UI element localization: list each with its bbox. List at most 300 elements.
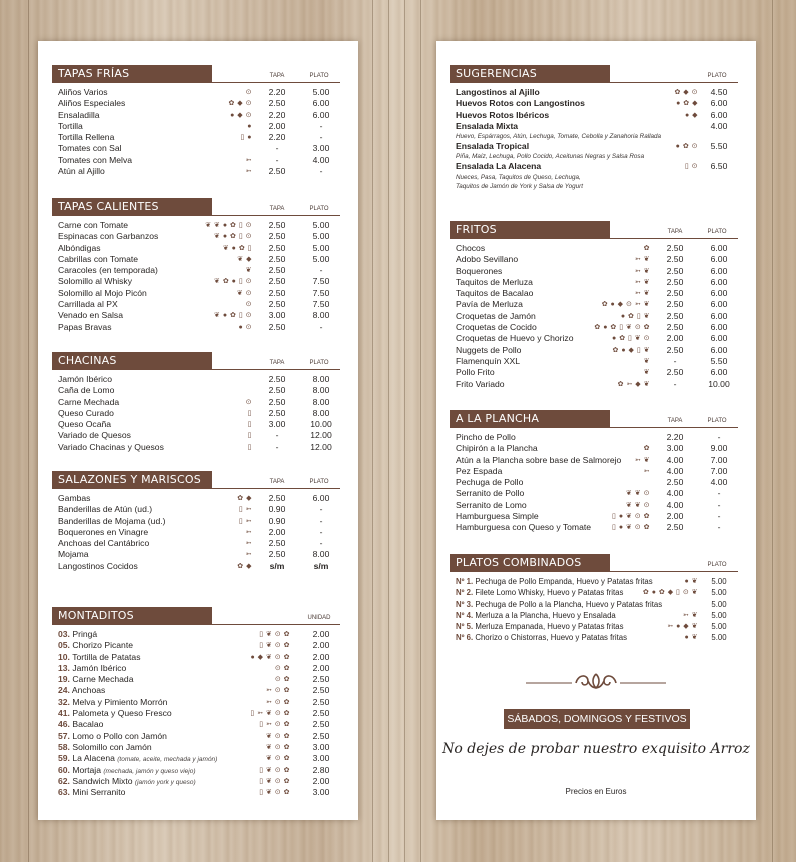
item-name: Pez Espada [456, 465, 503, 476]
item-price-plato: 7.00 [710, 454, 728, 465]
item-price-tapa: 2.50 [666, 310, 684, 321]
item-price-plato: - [319, 120, 323, 131]
menu-item [448, 576, 738, 587]
item-name [456, 599, 662, 610]
item-price-plato: 6.00 [710, 288, 728, 299]
item-label: Pechuga de Pollo Empanda, Huevo y Patatas fritas [475, 577, 653, 586]
allergen-icons: ❦ ⊙ ✿ [266, 755, 290, 763]
allergen-icons: ▯ ❦ ⊙ ✿ [259, 766, 290, 774]
item-name: Pincho de Pollo [456, 432, 516, 442]
item-name: Atún a la Plancha sobre base de Salmorejo [456, 454, 622, 465]
item-price-tapa: 2.50 [268, 321, 286, 332]
menu-item [448, 455, 738, 466]
item-name: Carne Mechada [58, 396, 120, 407]
item-price-tapa: 2.50 [268, 287, 286, 298]
allergen-icons: ▯ [247, 409, 252, 417]
item-price-tapa: - [673, 355, 677, 366]
item-name [58, 652, 141, 663]
menu-item [448, 87, 738, 98]
item-name: Croquetas de Jamón [456, 310, 536, 321]
allergen-icons: ● ❦ [684, 634, 698, 642]
item-price-plato: 5.00 [711, 633, 727, 643]
menu-item [50, 753, 340, 764]
prices-note: Precios en Euros [565, 787, 627, 796]
menu-item [50, 708, 340, 719]
menu-item [50, 742, 340, 753]
allergen-icons: ➳ [245, 168, 252, 176]
menu-item [50, 243, 340, 254]
allergen-icons: ⊙ [245, 301, 252, 309]
item-price-plato: 8.00 [312, 310, 330, 321]
item-name [58, 685, 105, 696]
menu-item [448, 599, 738, 610]
item-price-tapa: 2.50 [268, 276, 286, 287]
item-name: Taquitos de Bacalao [456, 288, 534, 299]
item-price-plato: 3.00 [312, 143, 330, 154]
item-description: Piña, Maíz, Lechuga, Pollo Cocido, Aceitunas Negras y Salsa Rosa [456, 153, 645, 161]
menu-item [50, 288, 340, 299]
menu-item [50, 110, 340, 121]
menu-item [448, 254, 738, 265]
item-price-plato: - [717, 432, 721, 442]
section-underline [52, 624, 340, 625]
menu-item [448, 121, 738, 132]
item-price-plato: s/m [313, 560, 329, 571]
item-price-tapa: 4.00 [666, 499, 684, 510]
column-header-tapa: TAPA [667, 229, 683, 235]
section-underline [52, 215, 340, 216]
item-name: Boquerones en Vinagre [58, 526, 149, 537]
menu-item [50, 719, 340, 730]
allergen-icons: ❦ ⊙ [236, 289, 252, 297]
menu-item [448, 345, 738, 356]
section-montaditos [50, 607, 340, 798]
allergen-icons: ❦ ● ✿ ▯ [222, 244, 252, 252]
item-name: Carne con Tomate [58, 220, 129, 230]
menu-item [50, 132, 340, 143]
menu-item [448, 522, 738, 533]
item-name: Ensalada La Alacena [456, 161, 542, 172]
item-number: Nº 3. [456, 599, 474, 609]
item-price-plato: 6.00 [710, 109, 728, 120]
item-number: 19. [58, 674, 70, 685]
item-price-tapa: 2.20 [268, 87, 286, 97]
menu-item [448, 141, 738, 152]
rice-promo-text: No dejes de probar nuestro exquisito Arroz [442, 741, 750, 757]
item-price-tapa: 2.50 [666, 477, 684, 488]
item-price-tapa: 2.50 [268, 493, 286, 503]
item-name [58, 731, 167, 742]
section-underline [52, 488, 340, 489]
item-price-tapa: 3.00 [666, 443, 684, 454]
section-underline [450, 427, 738, 428]
menu-item [448, 288, 738, 299]
allergen-icons: ▯ ➳ [238, 517, 252, 525]
menu-item [448, 110, 738, 121]
item-label: Merluza Empanada, Huevo y Patatas fritas [475, 622, 624, 632]
allergen-icons: ▯ [247, 432, 252, 440]
item-price-unidad: 2.00 [312, 640, 330, 651]
menu-item [50, 442, 340, 453]
allergen-icons: ➳ [245, 540, 252, 548]
item-name: Caña de Lomo [58, 385, 115, 396]
item-name: Solomillo al Mojo Picón [58, 287, 147, 298]
allergen-icons: ❦ ❦ ⊙ [626, 490, 650, 498]
item-name: Pechuga de Pollo [456, 477, 524, 488]
item-price-plato: 6.00 [312, 98, 330, 109]
item-price-plato: 6.00 [710, 243, 728, 253]
item-label: Solomillo con Jamón [72, 741, 152, 752]
allergen-icons: ✿ ◆ ⊙ [228, 100, 252, 108]
item-label: Bacalao [72, 719, 104, 730]
item-price-tapa: - [275, 441, 279, 452]
item-price-tapa: 2.50 [268, 407, 286, 418]
item-number: 57. [58, 730, 70, 741]
item-price-plato: 5.50 [710, 141, 728, 152]
column-header-tapa: TAPA [269, 360, 285, 366]
menu-item [50, 504, 340, 515]
menu-item [50, 276, 340, 287]
item-number: 03. [58, 629, 70, 639]
menu-item [50, 299, 340, 310]
menu-item [50, 397, 340, 408]
item-price-plato: - [717, 511, 721, 522]
menu-item [50, 561, 340, 572]
item-price-plato: 7.00 [710, 465, 728, 476]
item-name: Banderillas de Atún (ud.) [58, 504, 153, 515]
menu-item [448, 356, 738, 367]
item-price-plato: 12.00 [310, 441, 332, 452]
menu-item [50, 385, 340, 396]
menu-item [448, 98, 738, 109]
item-label: Tortilla de Patatas [72, 651, 141, 662]
item-name: Cabrillas con Tomate [58, 253, 139, 264]
item-label: Anchoas [71, 685, 106, 696]
item-name: Langostinos al Ajillo [456, 87, 540, 97]
menu-item [448, 161, 738, 172]
item-name: Hamburguesa con Queso y Tomate [456, 522, 592, 533]
item-label: Chorizo Picante [72, 640, 134, 651]
allergen-icons: ❦ ● ✿ ▯ ⊙ [214, 312, 252, 320]
item-name: Tortilla Rellena [58, 132, 115, 143]
item-price-unidad: 2.50 [312, 730, 330, 741]
section-header [50, 198, 340, 216]
item-price-plato: - [717, 522, 721, 533]
item-price-plato: 4.50 [710, 87, 728, 97]
item-price-tapa: 2.50 [666, 299, 684, 310]
item-name: Tortilla [58, 120, 83, 131]
menu-item [50, 231, 340, 242]
item-label: Jamón Ibérico [72, 662, 127, 673]
item-label: Mini Serranito [72, 787, 126, 798]
section-fritos [448, 221, 738, 390]
menu-item [448, 379, 738, 390]
item-price-plato: 10.00 [310, 419, 332, 430]
allergen-icons: ➳ ❦ [634, 267, 650, 275]
item-name: Croquetas de Huevo y Chorizo [456, 333, 574, 344]
allergen-icons: ✿ [643, 245, 650, 252]
item-name [58, 674, 134, 685]
menu-item [50, 98, 340, 109]
item-price-tapa: 2.20 [666, 432, 684, 442]
allergen-icons: ▯ ➳ ❦ ⊙ ✿ [250, 710, 290, 718]
item-name: Queso Ocaña [58, 419, 112, 430]
special-days-banner: SÁBADOS, DOMINGOS Y FESTIVOS [504, 709, 690, 729]
item-name: Banderillas de Mojama (ud.) [58, 515, 166, 526]
item-price-plato: - [319, 166, 323, 177]
allergen-icons: ● ❦ [684, 578, 698, 585]
section-header [448, 410, 738, 428]
column-header-plato: PLATO [707, 73, 727, 79]
item-list [50, 220, 340, 333]
item-price-unidad: 2.80 [312, 764, 330, 775]
allergen-icons: ⊙ ✿ [274, 664, 290, 672]
item-name: Ensalada Mixta [456, 120, 519, 131]
section-title: PLATOS COMBINADOS [450, 554, 610, 572]
item-price-tapa: 2.50 [268, 265, 286, 276]
allergen-icons: ✿ ◆ [237, 495, 252, 502]
item-price-plato: 6.00 [710, 299, 728, 310]
section-header [448, 221, 738, 239]
item-price-unidad: 2.50 [312, 719, 330, 730]
item-price-tapa: 3.00 [268, 310, 286, 321]
column-header-plato: PLATO [707, 562, 727, 568]
section-header [448, 65, 738, 83]
item-name: Caracoles (en temporada) [58, 265, 158, 276]
allergen-icons: ⊙ ✿ [274, 676, 290, 684]
item-price-plato: 5.00 [711, 588, 727, 598]
item-name: Venado en Salsa [58, 310, 123, 321]
menu-item [50, 787, 340, 798]
item-price-plato: 8.00 [312, 396, 330, 407]
item-price-plato: 5.00 [711, 610, 727, 620]
item-price-plato: 6.00 [710, 322, 728, 333]
menu-item [448, 367, 738, 378]
menu-item [50, 322, 340, 333]
item-name: Serranito de Pollo [456, 488, 525, 499]
item-name: Mojama [58, 549, 89, 560]
item-number: Nº 1. [456, 577, 474, 586]
item-price-tapa: 0.90 [268, 504, 286, 515]
item-price-plato: 4.00 [710, 120, 728, 131]
item-price-tapa: s/m [269, 560, 285, 571]
menu-item [50, 776, 340, 787]
allergen-icons: ● ✿ ▯ ❦ [620, 312, 650, 320]
item-label: Pechuga de Pollo a la Plancha, Huevo y Patatas fritas [475, 599, 663, 609]
menu-item [50, 121, 340, 132]
item-number: 46. [58, 719, 70, 730]
menu-item [448, 466, 738, 477]
allergen-icons: ➳ [245, 528, 252, 536]
allergen-icons: ❦ [245, 267, 252, 275]
item-list [448, 87, 738, 191]
menu-item [50, 493, 340, 504]
item-price-plato: 5.00 [312, 253, 330, 264]
section-chacinas [50, 352, 340, 453]
menu-item [448, 500, 738, 511]
item-price-plato: - [319, 526, 323, 537]
item-price-tapa: 2.50 [666, 288, 684, 299]
item-label: Chorizo o Chistorras, Huevo y Patatas fritas [475, 633, 627, 643]
item-list [50, 374, 340, 453]
allergen-icons: ● ◆ ⊙ [230, 111, 252, 119]
item-label: Sandwich Mixto [72, 775, 133, 786]
item-label: Filete Lomo Whisky, Huevo y Patatas fritas [475, 588, 624, 598]
section-header [448, 554, 738, 572]
allergen-icons: ✿ [643, 445, 650, 453]
allergen-icons: ➳ ❦ [634, 290, 650, 298]
allergen-icons: ➳ [245, 551, 252, 559]
item-name: Queso Curado [58, 407, 114, 418]
allergen-icons: ● ✿ ◆ [676, 100, 698, 108]
allergen-icons: ❦ ● ✿ ▯ ⊙ [214, 233, 252, 241]
item-name: Boquerones [456, 265, 503, 276]
item-price-tapa: - [275, 430, 279, 441]
menu-item [50, 685, 340, 696]
item-name [456, 610, 616, 621]
item-name: Ensalada Tropical [456, 141, 530, 152]
item-price-unidad: 3.00 [312, 741, 330, 752]
item-price-plato: 5.00 [312, 220, 330, 230]
item-name: Langostinos Cocidos [58, 560, 138, 571]
item-label: Carne Mechada [72, 674, 134, 685]
allergen-icons: ✿ ● ◆ ▯ ❦ [612, 346, 650, 354]
section-title: MONTADITOS [52, 607, 212, 625]
item-number: Nº 6. [456, 633, 474, 643]
item-name: Taquitos de Merluza [456, 276, 533, 287]
item-list [448, 243, 738, 390]
menu-item [50, 549, 340, 560]
item-name: Croquetas de Cocido [456, 322, 537, 333]
item-price-plato: 4.00 [312, 154, 330, 165]
section-title: SUGERENCIAS [450, 65, 610, 83]
item-number: 60. [58, 764, 70, 775]
item-price-tapa: 2.50 [268, 253, 286, 264]
allergen-icons: ▯ ● ❦ ⊙ ✿ [612, 513, 650, 521]
menu-item [448, 333, 738, 344]
item-price-unidad: 2.50 [312, 696, 330, 707]
allergen-icons: ▯ ❦ ⊙ ✿ [259, 642, 290, 650]
menu-item [50, 663, 340, 674]
allergen-icons: ▯ ➳ [238, 506, 252, 514]
section-platos-combinados [448, 554, 738, 644]
allergen-icons: ➳ ● ◆ ❦ [667, 623, 698, 631]
item-price-plato: 6.00 [710, 333, 728, 344]
allergen-icons: ▯ ❦ ⊙ ✿ [259, 777, 290, 785]
menu-item [448, 621, 738, 632]
item-name: Aliños Varios [58, 87, 108, 97]
item-price-tapa: 2.50 [268, 98, 286, 109]
item-price-plato: 4.00 [710, 477, 728, 488]
allergen-icons: ▯ [247, 443, 252, 451]
item-price-plato: 8.00 [312, 549, 330, 560]
item-list [448, 432, 738, 534]
item-name: Serranito de Lomo [456, 499, 527, 510]
allergen-icons: ▯ [247, 421, 252, 429]
item-name: Papas Bravas [58, 321, 112, 332]
item-name: Hamburguesa Simple [456, 511, 539, 522]
item-name [58, 629, 97, 640]
item-price-tapa: 2.50 [268, 242, 286, 253]
menu-item [50, 254, 340, 265]
allergen-icons: ❦ ✿ ● ▯ ⊙ [214, 278, 252, 286]
item-name: Huevos Rotos Ibéricos [456, 109, 550, 120]
section-header [50, 352, 340, 370]
item-name: Variado Chacinas y Quesos [58, 441, 164, 452]
item-name: Gambas [58, 493, 91, 503]
allergen-icons: ● ✿ ⊙ [675, 143, 698, 151]
item-number: Nº 5. [456, 622, 474, 632]
menu-item [448, 632, 738, 643]
item-name: Espinacas con Garbanzos [58, 231, 159, 242]
item-name: Huevos Rotos con Langostinos [456, 98, 585, 109]
section-sugerencias [448, 65, 738, 191]
section-title: SALAZONES Y MARISCOS [52, 471, 212, 489]
item-number: Nº 2. [456, 588, 474, 598]
menu-item [50, 265, 340, 276]
column-header-tapa: TAPA [269, 73, 285, 79]
item-list [448, 576, 738, 644]
allergen-icons: ❦ ❦ ● ✿ ▯ ⊙ [205, 222, 252, 229]
item-price-unidad: 2.00 [312, 651, 330, 662]
item-price-tapa: 2.50 [268, 374, 286, 384]
item-price-plato: 5.00 [312, 231, 330, 242]
item-price-plato: 7.50 [312, 299, 330, 310]
column-header-plato: PLATO [309, 73, 329, 79]
menu-item [448, 511, 738, 522]
item-number: 13. [58, 662, 70, 673]
item-label: La Alacena [72, 753, 115, 764]
item-price-plato: 10.00 [708, 378, 730, 389]
menu-item [50, 419, 340, 430]
item-name: Frito Variado [456, 378, 505, 389]
allergen-icons: ✿ ● ✿ ▯ ❦ ⊙ ✿ [594, 324, 650, 332]
allergen-icons: ● ◆ [684, 111, 698, 119]
item-price-tapa: 2.00 [268, 526, 286, 537]
section-underline [52, 369, 340, 370]
item-price-tapa: 2.50 [666, 344, 684, 355]
column-header-plato: UNIDAD [307, 615, 331, 621]
allergen-icons: ➳ [643, 467, 650, 475]
item-number: 32. [58, 696, 70, 707]
item-price-plato: 5.00 [312, 87, 330, 97]
item-price-tapa: 2.50 [268, 385, 286, 396]
item-name: Nuggets de Pollo [456, 344, 522, 355]
item-price-plato: 5.00 [711, 622, 727, 632]
item-price-plato: 7.50 [312, 276, 330, 287]
item-price-tapa: 2.50 [666, 243, 684, 253]
item-description: (tomate, aceite, mechada y jamón) [117, 756, 218, 764]
item-name: Albóndigas [58, 242, 101, 253]
item-price-plato: 6.50 [710, 161, 728, 172]
allergen-icons: ● ✿ ▯ ❦ ⊙ [612, 335, 650, 343]
item-price-unidad: 2.00 [312, 775, 330, 786]
item-description: (mechada, jamón y queso viejo) [103, 767, 196, 775]
menu-item [50, 87, 340, 98]
item-name: Ensaladilla [58, 109, 100, 120]
item-label: Mortaja [72, 764, 101, 775]
item-name [58, 663, 126, 674]
column-header-tapa: TAPA [269, 206, 285, 212]
item-price-plato: - [717, 499, 721, 510]
menu-item [448, 266, 738, 277]
menu-item [50, 166, 340, 177]
menu-item [448, 432, 738, 443]
allergen-icons: ● ◆ ❦ ⊙ ✿ [250, 653, 290, 661]
section-header [50, 607, 340, 625]
menu-item [50, 516, 340, 527]
allergen-icons: ➳ ⊙ ✿ [266, 687, 290, 695]
